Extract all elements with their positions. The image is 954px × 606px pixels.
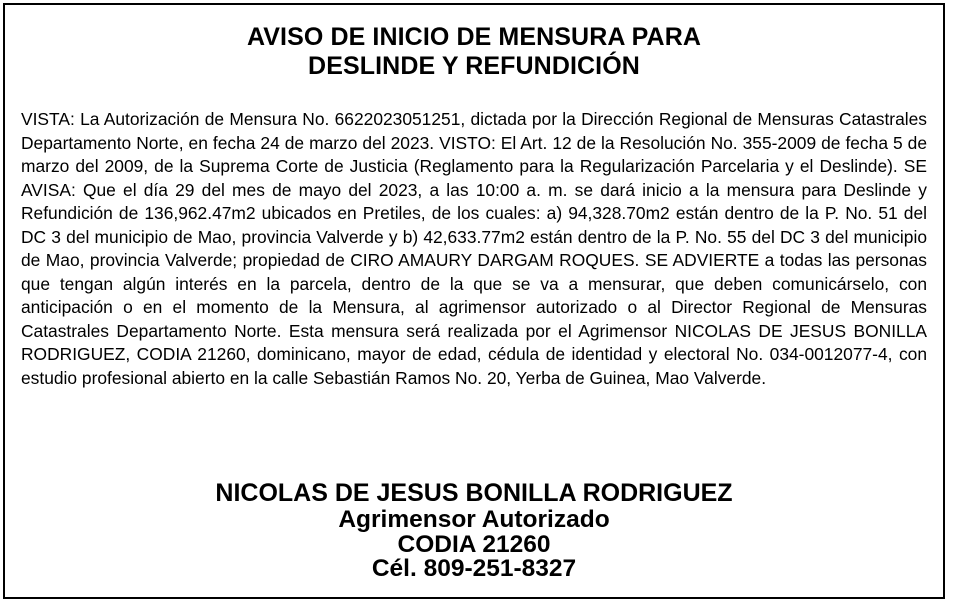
- signatory-name: NICOLAS DE JESUS BONILLA RODRIGUEZ: [215, 479, 733, 507]
- notice-title: [5, 23, 943, 81]
- signatory-role: Agrimensor Autorizado: [338, 506, 610, 533]
- signatory-codia: CODIA 21260: [397, 530, 551, 558]
- notice-title-line-2: DESLINDE Y REFUNDICIÓN: [308, 52, 640, 80]
- signatory-phone: Cél. 809-251-8327: [371, 555, 577, 582]
- notice-body: VISTA: La Autorización de Mensura No. 6622023051251, dictada por la Dirección Regional de Mensuras Catastrales Departamento Norte, en fecha 24 de marzo del 2023. VISTO: El Art. 12 de la Resolución No. 355-2009 de fecha 5 de marzo del 2009, de la Suprema Corte de Justicia (Reglamento para la Regularización Parcelaria y el Deslinde). SE AVISA: Que el día 29 del mes de mayo del 2023, a las 10:00 a. m. se dará inicio a la mensura para Deslinde y Refundición de 136,962.47m2 ubicados en Pretiles, de los cuales: a) 94,328.70m2 están dentro de la P. No. 51 del DC 3 del municipio de Mao, provincia Valverde y b) 42,633.77m2 están dentro de la P. No. 55 del DC 3 del municipio de Mao, provincia Valverde; propiedad de CIRO AMAURY DARGAM ROQUES. SE ADVIERTE a todas las personas que tengan algún interés en la parcela, dentro de la que se va a mensurar, que deben comunicárselo, con anticipación o en el momento de la Mensura, al agrimensor autorizado o al Director Regional de Mensuras Catastrales Departamento Norte. Esta mensura será realizada por el Agrimensor NICOLAS DE JESUS BONILLA RODRIGUEZ, CODIA 21260, dominicano, mayor de edad, cédula de identidad y electoral No. 034-0012077-4, con estudio profesional abierto en la calle Sebastián Ramos No. 20, Yerba de Guinea, Mao Valverde.: [21, 109, 927, 388]
- notice-title-line-1: AVISO DE INICIO DE MENSURA PARA: [246, 23, 702, 51]
- legal-notice: [3, 3, 945, 599]
- signature-block: [5, 479, 943, 582]
